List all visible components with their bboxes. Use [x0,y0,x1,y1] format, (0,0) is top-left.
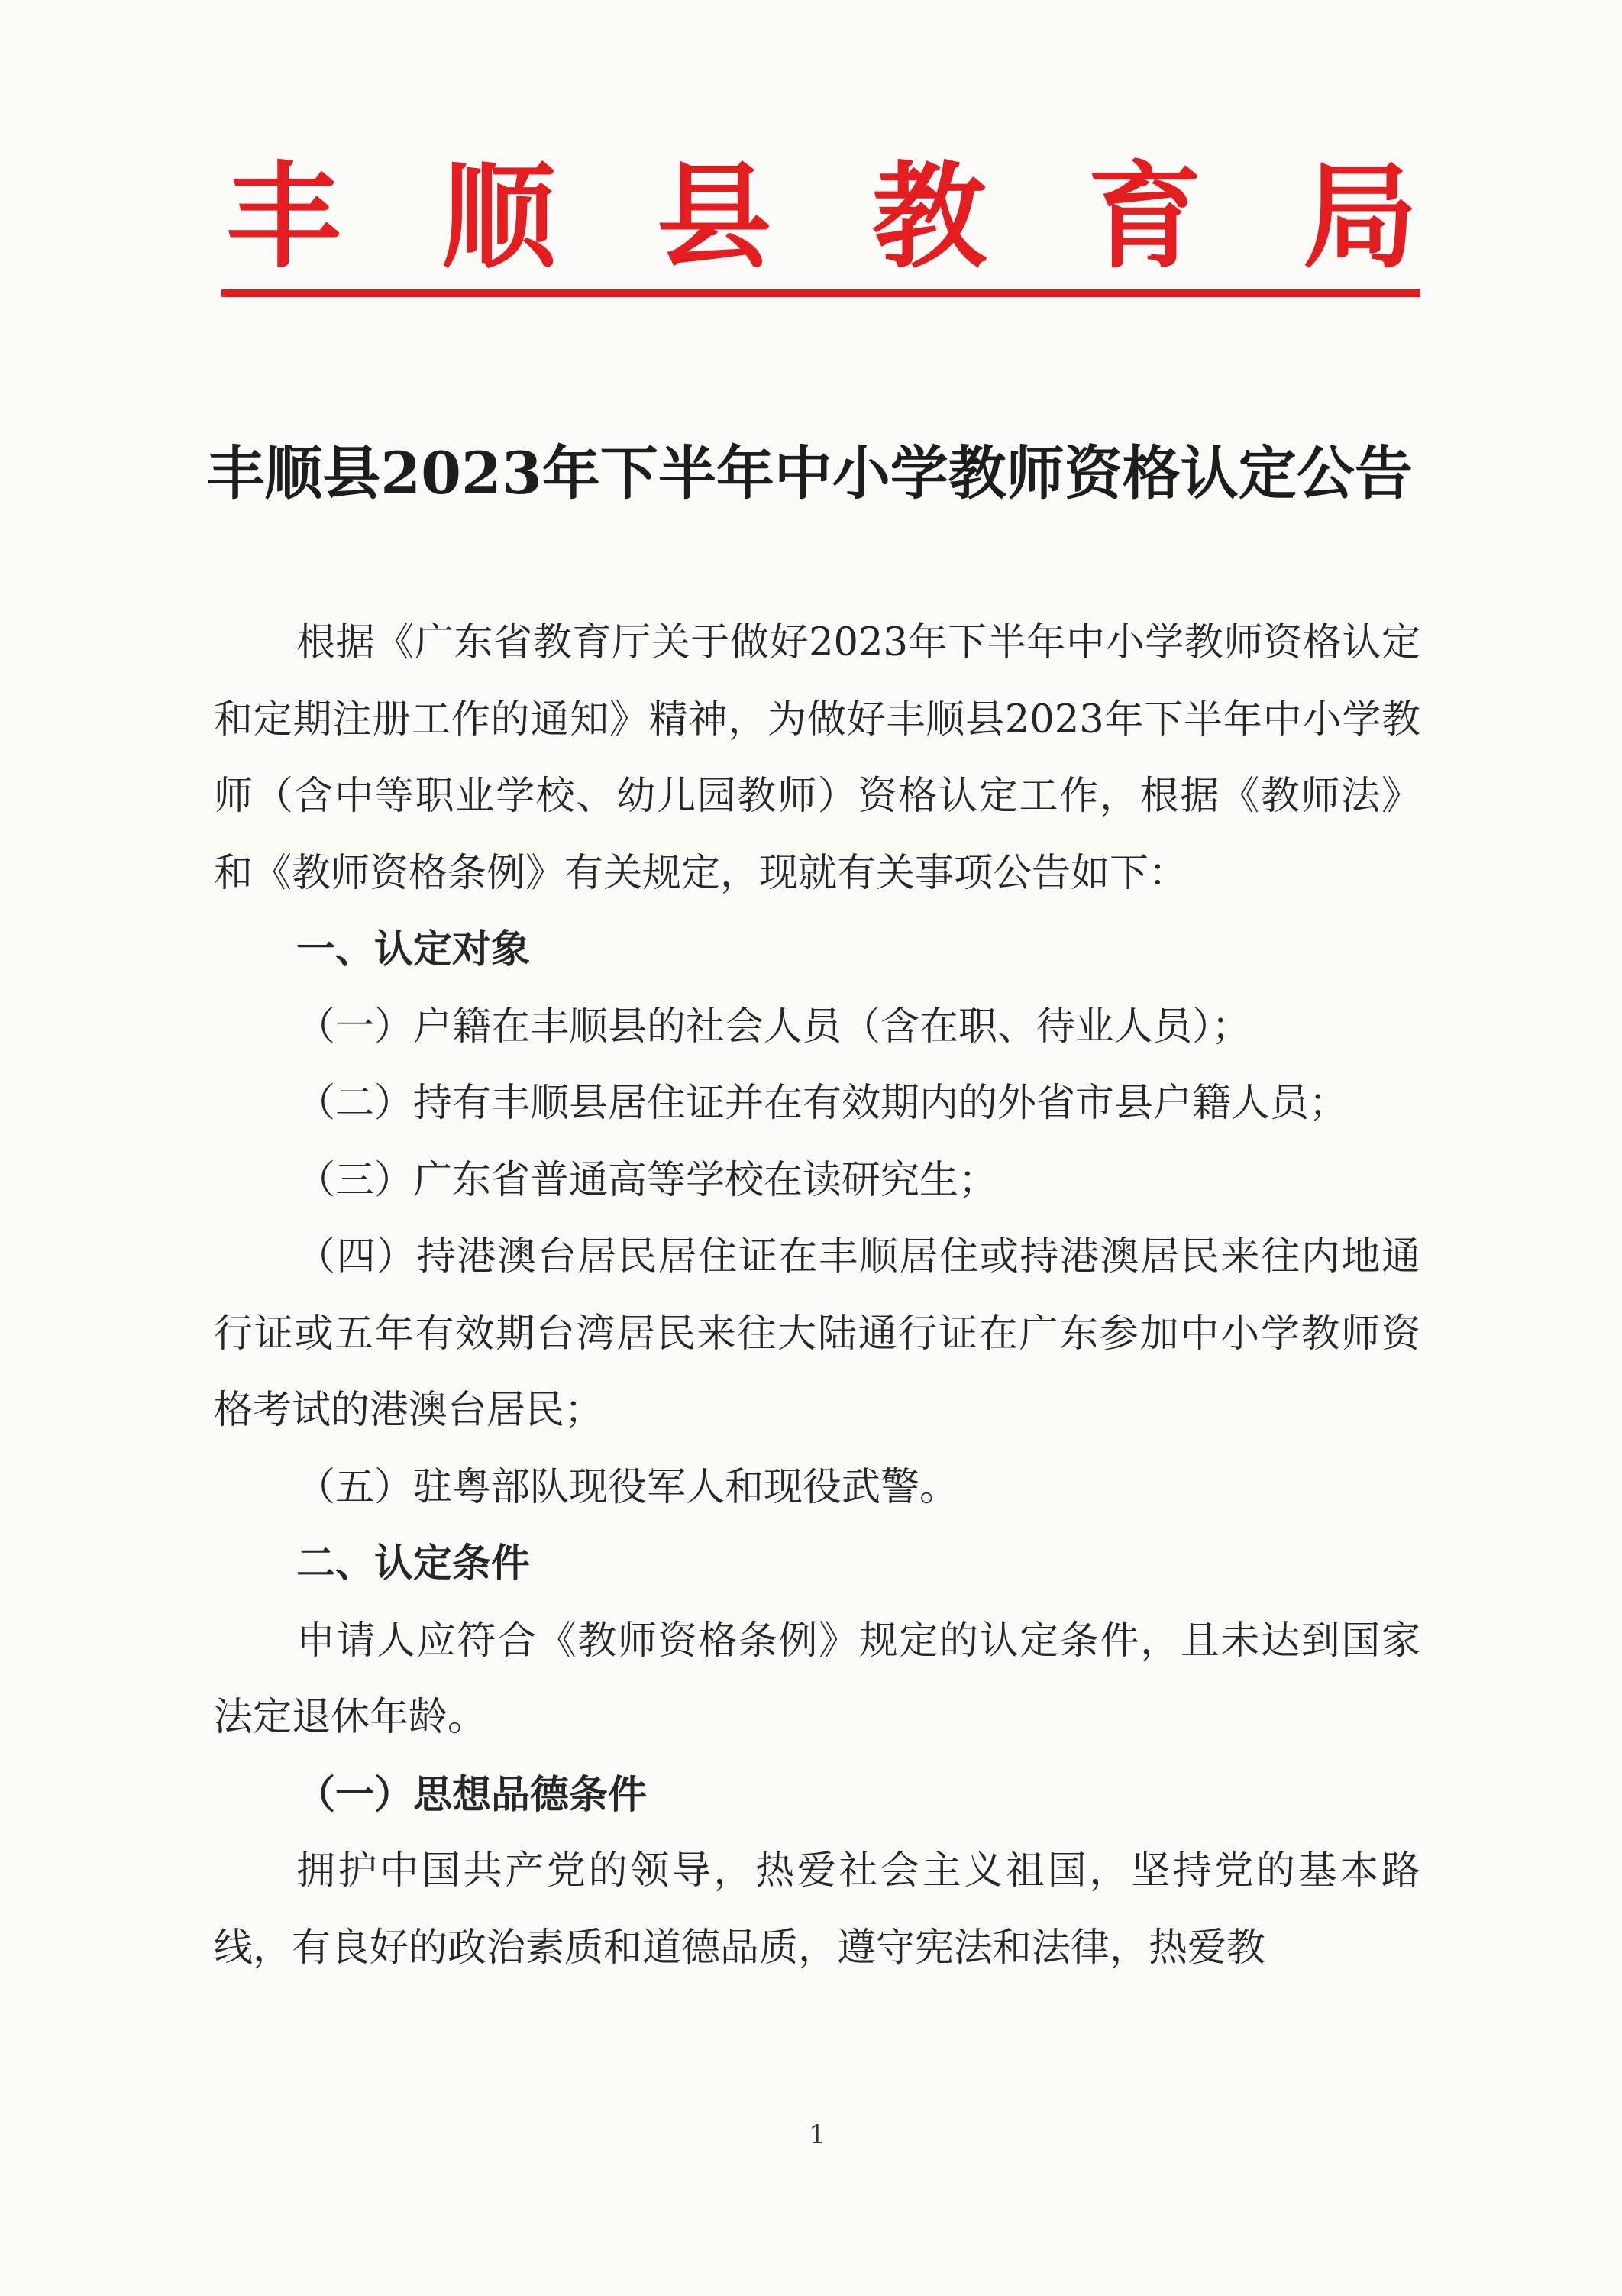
section-heading: 一、认定对象 [296,927,531,972]
document-title: 丰顺县2023年下半年中小学教师资格认定公告 [206,439,1413,507]
body-paragraph: 拥护中国共产党的领导，热爱社会主义祖国，坚持党的基本路线，有良好的政治素质和道德品质，遵守宪法和法律，热爱教 [214,1848,1420,1971]
body-paragraph: 申请人应符合《教师资格条例》规定的认定条件，且未达到国家法定退休年龄。 [214,1618,1420,1740]
list-item: （三）广东省普通高等学校在读研究生； [296,1157,998,1203]
subsection-heading: （一）思想品德条件 [296,1771,648,1818]
masthead-char: 局 [1302,151,1417,284]
list-item: （四）持港澳台居民居住证在丰顺居住或持港澳居民来往内地通行证或五年有效期台湾居民来往大陆通行证在广东参加中小学教师资格考试的港澳台居民； [214,1234,1420,1433]
list-item: （二）持有丰顺县居住证并在有效期内的外省市县户籍人员； [296,1081,1349,1126]
masthead-char: 顺 [441,151,556,284]
masthead-char: 育 [1087,151,1202,284]
masthead-char: 丰 [226,151,341,284]
section-heading: 二、认定条件 [296,1541,531,1586]
page-number: 1 [809,2120,826,2150]
masthead-char: 教 [871,151,987,284]
masthead-char: 县 [656,151,771,284]
intro-paragraph: 根据《广东省教育厅关于做好2023年下半年中小学教师资格认定和定期注册工作的通知》精神，为做好丰顺县2023年下半年中小学教师（含中等职业学校、幼儿园教师）资格认定工作，根据《教师法》和《教师资格条例》有关规定，现就有关事项公告如下： [214,620,1420,896]
masthead-divider [221,289,1420,297]
document-body [214,605,1420,1987]
list-item: （五）驻粤部队现役军人和现役武警。 [296,1464,959,1510]
list-item: （一）户籍在丰顺县的社会人员（含在职、待业人员）； [296,1004,1251,1049]
issuer-masthead [226,153,1417,283]
